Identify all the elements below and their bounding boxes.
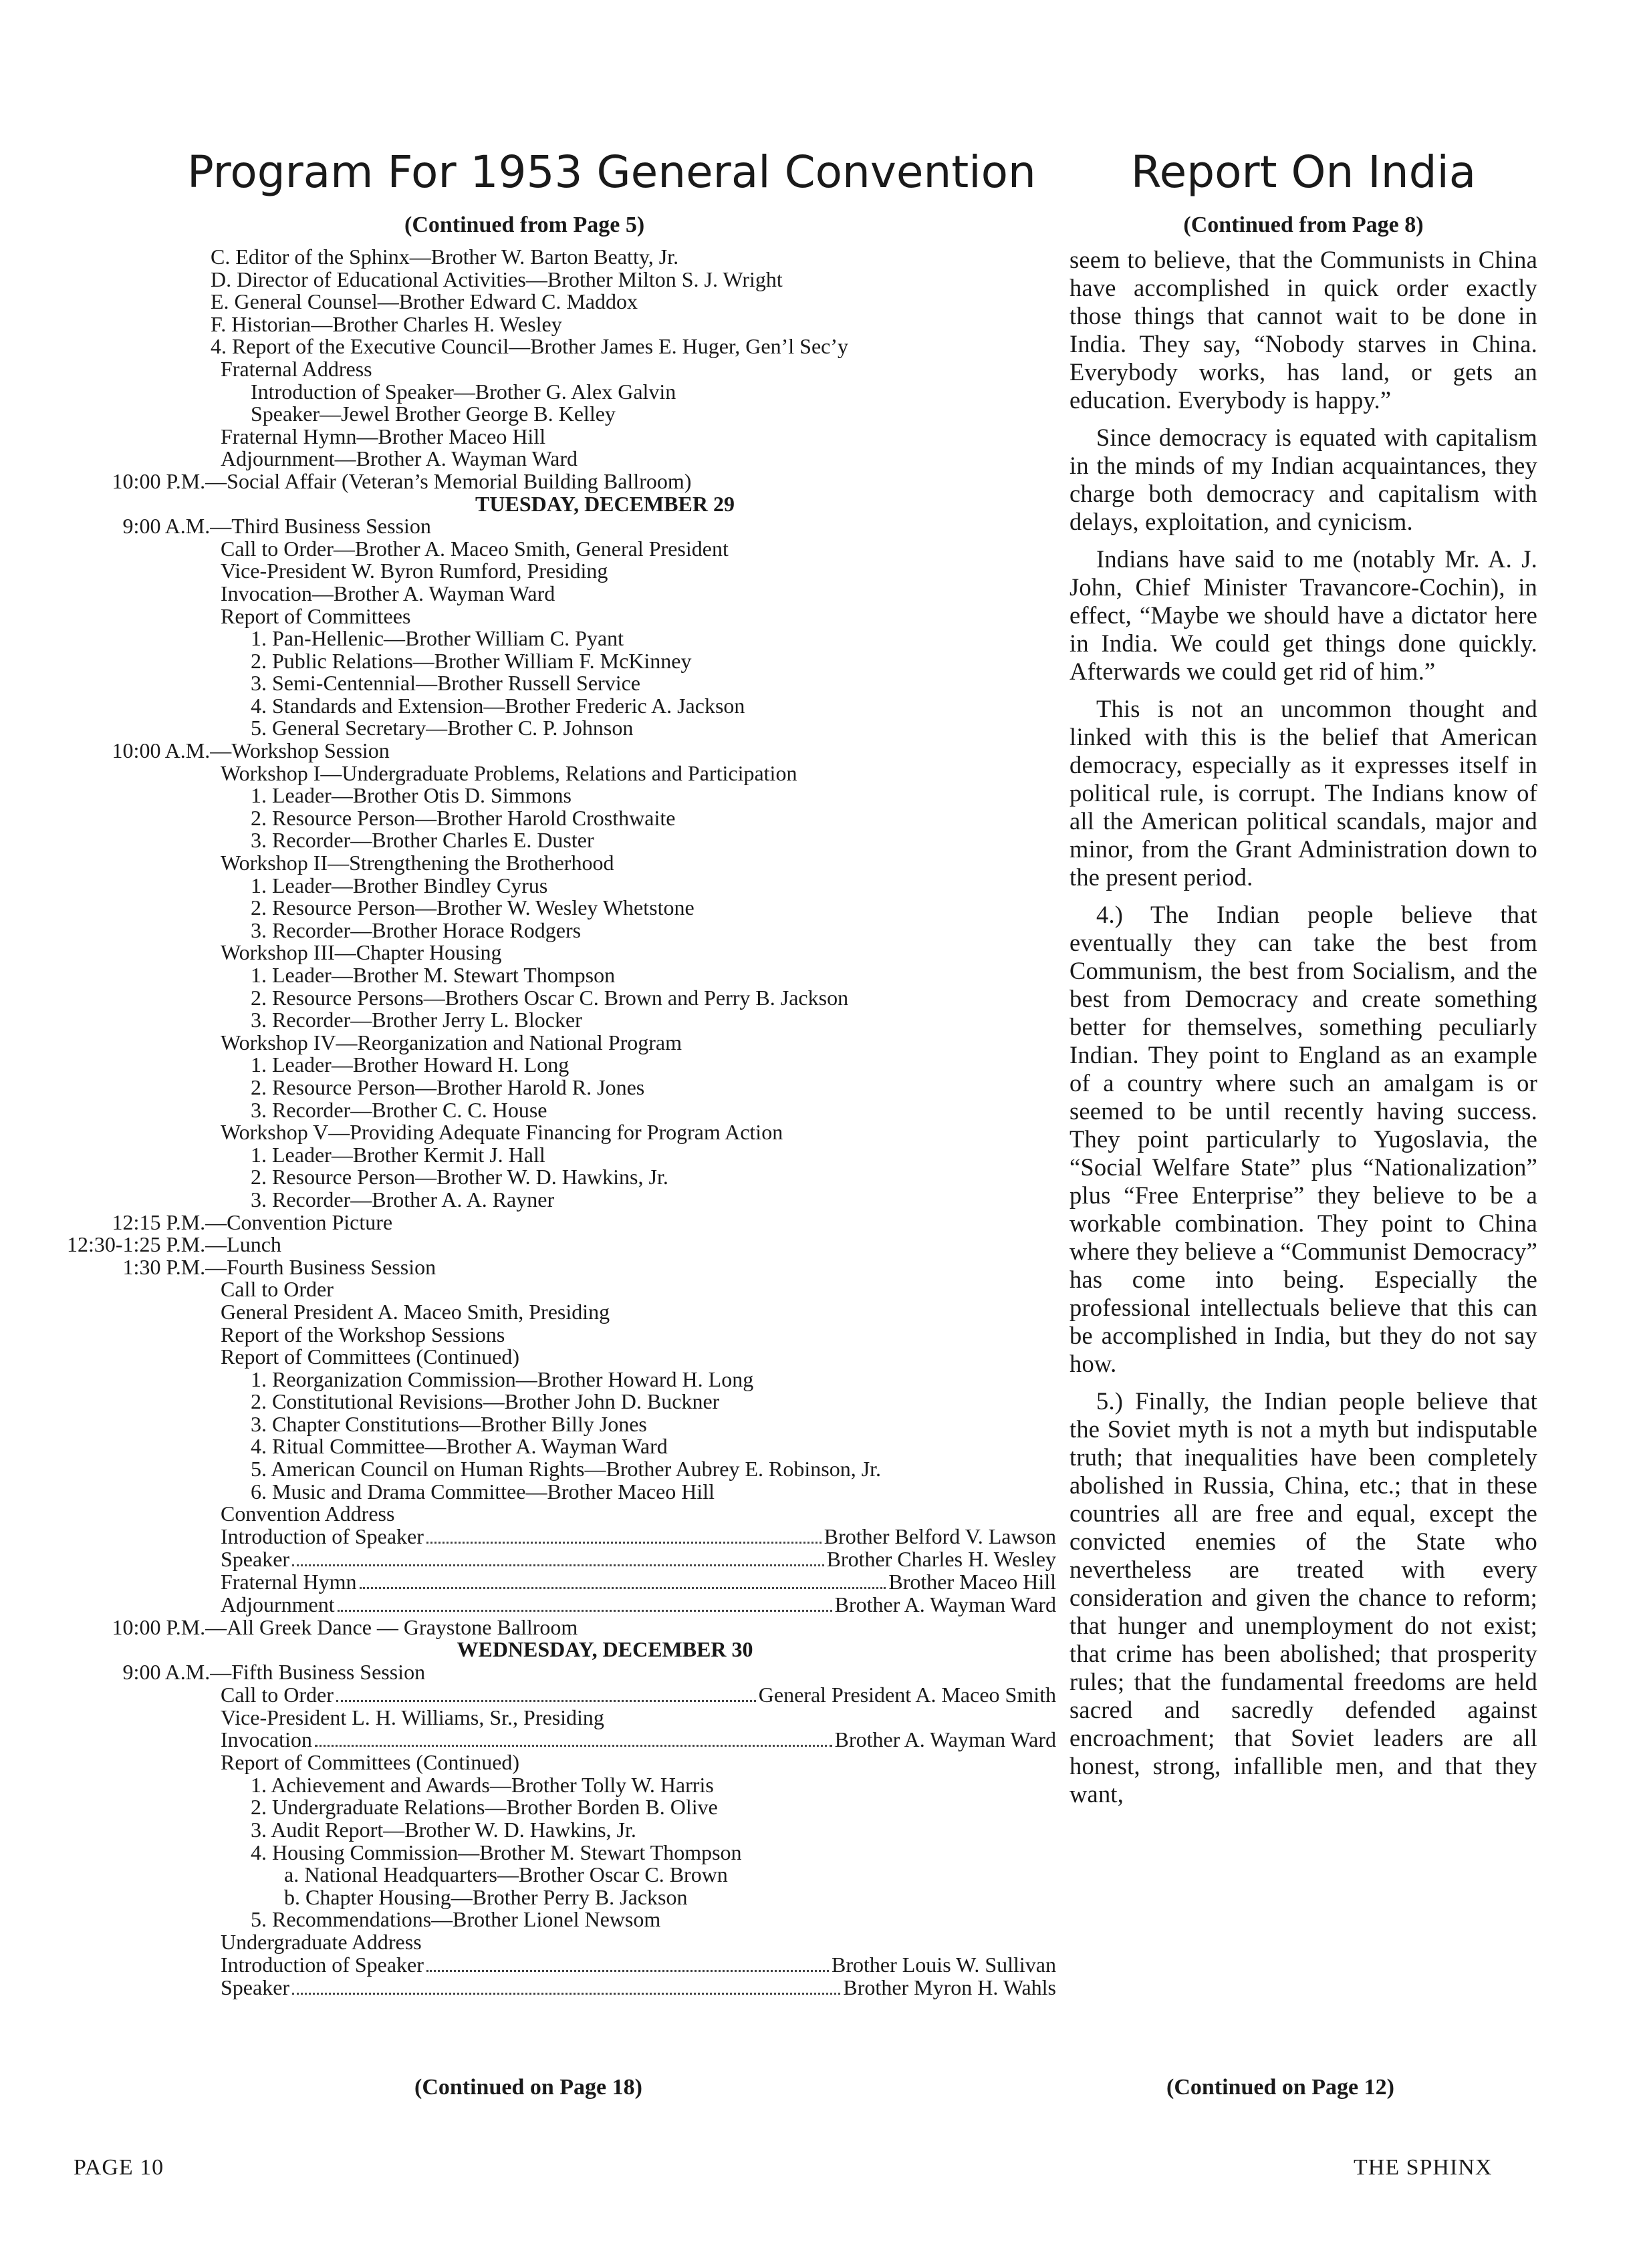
program-line: 2. Undergraduate Relations—Brother Borden B. Olive [251, 1795, 718, 1820]
program-continued-on: (Continued on Page 18) [414, 2075, 642, 2100]
program-line: 5. General Secretary—Brother C. P. Johnson [251, 716, 634, 740]
program-line: Workshop V—Providing Adequate Financing for Program Action [221, 1120, 783, 1145]
program-role: Introduction of Speaker [221, 1952, 424, 1977]
program-line: 3. Recorder—Brother C. C. House [251, 1097, 547, 1122]
program-line: Undergraduate Address [221, 1929, 422, 1954]
program-line: Workshop III—Chapter Housing [221, 940, 502, 965]
schedule-text: P.M.—Social Affair (Veteran’s Memorial Building Ballroom) [166, 468, 692, 493]
program-person: Brother Louis W. Sullivan [832, 1952, 1056, 1977]
program-line: 1. Achievement and Awards—Brother Tolly W. Harris [251, 1772, 714, 1797]
program-line: 1. Leader—Brother Bindley Cyrus [251, 873, 548, 897]
schedule-entry [67, 1234, 1056, 1256]
program-leader-row [67, 1684, 1056, 1707]
report-paragraph: This is not an uncommon thought and linked with this is the belief that American democracy, especially as it expresses itself in political rule, is corrupt. The Indians know of all the American political scandals, major and minor, from the Grant Administration down to the present period. [1069, 695, 1537, 891]
program-line: b. Chapter Housing—Brother Perry B. Jackson [284, 1884, 688, 1909]
program-role: Adjournment [221, 1592, 335, 1616]
program-line: 5. American Council on Human Rights—Brother Aubrey E. Robinson, Jr. [251, 1457, 882, 1481]
program-line: 4. Report of the Executive Council—Brother James E. Huger, Gen’l Sec’y [211, 334, 849, 359]
dot-leader [360, 1587, 886, 1589]
schedule-entry [67, 1661, 1056, 1684]
program-continued-from: (Continued from Page 5) [404, 212, 645, 237]
report-paragraph: seem to believe, that the Communists in China have accomplished in quick order exactly those things that cannot wait to be done in India. They say, “Nobody starves in China. Everybody works, has land, or gets an education. Everybody is happy.” [1069, 246, 1537, 414]
schedule-time: 9:00 [122, 1660, 161, 1685]
schedule-entry [67, 1212, 1056, 1234]
page-number: PAGE 10 [74, 2155, 164, 2180]
program-line: Vice-President W. Byron Rumford, Presiding [221, 559, 608, 583]
program-line: Report of Committees [221, 603, 411, 628]
program-leader-row [67, 1954, 1056, 1977]
report-paragraph: 4.) The Indian people believe that eventually they can take the best from Communism, the best from Socialism, and the best from Democracy and create something better for themselves, something peculiarly Indian. They point to England as an example of a country where such an amalgam is or seemed to be until recently having success. They point particularly to Yugoslavia, the “Social Welfare State” plus “Nationalization” plus “Free Enterprise” they believe to be a workable combination. They point to China where they believe a “Communist Democracy” has come into being. Especially the professional intellectuals believe that this can be accomplished in India, but they do not say how. [1069, 901, 1537, 1377]
schedule-time: 9:00 [122, 514, 161, 539]
schedule-entry [67, 740, 1056, 762]
program-line: 3. Recorder—Brother A. A. Rayner [251, 1187, 555, 1212]
program-line: 3. Semi-Centennial—Brother Russell Service [251, 671, 640, 696]
program-line: 3. Chapter Constitutions—Brother Billy Jones [251, 1411, 647, 1436]
dot-leader [426, 1970, 829, 1972]
program-line: 4. Housing Commission—Brother M. Stewart Thompson [251, 1840, 742, 1864]
program-line: Call to Order—Brother A. Maceo Smith, General President [221, 536, 729, 561]
program-line: 2. Resource Person—Brother W. Wesley Whetstone [251, 895, 695, 920]
program-line: 1. Leader—Brother Kermit J. Hall [251, 1142, 545, 1167]
program-person: General President A. Maceo Smith [758, 1682, 1056, 1707]
program-person: Brother Charles H. Wesley [826, 1546, 1056, 1571]
program-line: 3. Audit Report—Brother W. D. Hawkins, Jr. [251, 1818, 636, 1842]
dot-leader [336, 1700, 756, 1702]
schedule-text: A.M.—Fifth Business Session [164, 1660, 426, 1685]
program-line: Fraternal Address [221, 356, 372, 381]
program-line: Workshop II—Strengthening the Brotherhood [221, 851, 614, 875]
schedule-text: P.M.—Lunch [166, 1232, 281, 1257]
program-person: Brother A. Wayman Ward [834, 1592, 1056, 1616]
program-list [67, 246, 1056, 1999]
program-line: Convention Address [221, 1502, 395, 1526]
program-line: Adjournment—Brother A. Wayman Ward [221, 446, 578, 471]
program-line: 1. Pan-Hellenic—Brother William C. Pyant [251, 626, 624, 651]
program-line: 3. Recorder—Brother Jerry L. Blocker [251, 1008, 582, 1032]
program-line: 6. Music and Drama Committee—Brother Maceo Hill [251, 1479, 715, 1504]
program-line: 2. Resource Person—Brother W. D. Hawkins, Jr. [251, 1165, 668, 1189]
report-continued-from: (Continued from Page 8) [1183, 212, 1424, 237]
program-line: Fraternal Hymn—Brother Maceo Hill [221, 424, 546, 448]
program-line: 5. Recommendations—Brother Lionel Newsom [251, 1907, 661, 1932]
program-role: Invocation [221, 1727, 312, 1752]
schedule-text: P.M.—All Greek Dance — Graystone Ballroom [166, 1614, 578, 1639]
program-line: 2. Resource Person—Brother Harold Crosthwaite [251, 805, 676, 830]
program-leader-row [67, 1526, 1056, 1548]
program-line: 1. Leader—Brother M. Stewart Thompson [251, 963, 616, 987]
program-person: Brother Maceo Hill [888, 1569, 1056, 1594]
program-leader-row [67, 1571, 1056, 1594]
report-body [1069, 246, 1537, 1808]
program-person: Brother A. Wayman Ward [834, 1727, 1056, 1752]
dot-leader [338, 1610, 832, 1612]
program-line: Report of the Workshop Sessions [221, 1322, 505, 1346]
program-line: 1. Leader—Brother Otis D. Simmons [251, 783, 572, 808]
schedule-text: P.M.—Convention Picture [166, 1210, 393, 1234]
program-line: 4. Standards and Extension—Brother Frederic A. Jackson [251, 693, 745, 718]
program-line: a. National Headquarters—Brother Oscar C. Brown [284, 1862, 728, 1887]
day-heading: WEDNESDAY, DECEMBER 30 [457, 1637, 753, 1662]
program-line: 1. Leader—Brother Howard H. Long [251, 1052, 570, 1077]
schedule-time: 10:00 [112, 1614, 161, 1639]
dot-leader [292, 1993, 840, 1995]
program-title: Program For 1953 General Convention [187, 146, 1036, 198]
report-paragraph: Indians have said to me (notably Mr. A. J. John, Chief Minister Travancore-Cochin), in effect, “Maybe we should have a dictator here in India. We could get things done quickly. Afterwards we could get rid of him.” [1069, 545, 1537, 685]
program-line: Report of Committees (Continued) [221, 1750, 520, 1775]
schedule-entry [67, 1256, 1056, 1279]
day-heading: TUESDAY, DECEMBER 29 [475, 491, 735, 516]
program-line: Workshop IV—Reorganization and National Program [221, 1030, 682, 1054]
program-line: Introduction of Speaker—Brother G. Alex Galvin [251, 379, 676, 404]
program-column [67, 134, 1056, 1999]
program-leader-row [67, 1594, 1056, 1616]
schedule-time: 1:30 [122, 1254, 161, 1279]
program-line: 2. Resource Person—Brother Harold R. Jones [251, 1075, 645, 1099]
program-line: 2. Public Relations—Brother William F. McKinney [251, 648, 692, 673]
program-line: 2. Constitutional Revisions—Brother John D. Buckner [251, 1389, 720, 1414]
program-role: Speaker [221, 1975, 290, 1999]
program-role: Introduction of Speaker [221, 1524, 424, 1548]
program-line: 3. Recorder—Brother Horace Rodgers [251, 917, 582, 942]
dot-leader [292, 1564, 824, 1566]
report-continued-on: (Continued on Page 12) [1166, 2075, 1394, 2100]
schedule-text: A.M.—Workshop Session [164, 738, 390, 763]
report-paragraph: Since democracy is equated with capitalism in the minds of my Indian acquaintances, they charge both democracy and capitalism with delays, exploitation, and cynicism. [1069, 424, 1537, 535]
schedule-entry [67, 1616, 1056, 1639]
program-line: F. Historian—Brother Charles H. Wesley [211, 311, 562, 336]
schedule-time: 10:00 [112, 468, 161, 493]
program-line: 3. Recorder—Brother Charles E. Duster [251, 828, 594, 853]
program-role: Speaker [221, 1546, 290, 1571]
program-line: General President A. Maceo Smith, Presiding [221, 1299, 610, 1324]
dot-leader [426, 1542, 822, 1544]
report-title: Report On India [1130, 146, 1477, 198]
program-line: Workshop I—Undergraduate Problems, Relations and Participation [221, 760, 797, 785]
report-column [1069, 134, 1537, 1818]
program-person: Brother Belford V. Lawson [824, 1524, 1056, 1548]
schedule-text: P.M.—Fourth Business Session [166, 1254, 436, 1279]
program-line: E. General Counsel—Brother Edward C. Maddox [211, 289, 638, 314]
program-leader-row [67, 1548, 1056, 1571]
program-person: Brother Myron H. Wahls [843, 1975, 1056, 1999]
schedule-text: A.M.—Third Business Session [164, 514, 431, 539]
program-role: Fraternal Hymn [221, 1569, 357, 1594]
program-leader-row [67, 1729, 1056, 1751]
schedule-time: 10:00 [112, 738, 161, 763]
schedule-entry [67, 515, 1056, 538]
program-role: Call to Order [221, 1682, 334, 1707]
dot-leader [315, 1745, 832, 1747]
program-line: 1. Reorganization Commission—Brother Howard H. Long [251, 1367, 754, 1391]
program-line: Vice-President L. H. Williams, Sr., Presiding [221, 1705, 604, 1729]
report-paragraph: 5.) Finally, the Indian people believe that the Soviet myth is not a myth but indisputable truth; that inequalities have been completely abolished in Russia, China, etc.; that in these countries all are free and equal, except the convicted enemies of the State who nevertheless are treated with every consideration and given the chance to reform; that hunger and unemployment do not exist; that crime has been abolished; that prosperity rules; that the fundamental freedoms are held sacred and sacredly defended against encroachment; that Soviet leaders are all honest, strong, infallible men, and that they want, [1069, 1387, 1537, 1808]
program-leader-row [67, 1977, 1056, 1999]
schedule-time: 12:15 [112, 1210, 161, 1234]
program-line: Call to Order [221, 1277, 334, 1302]
schedule-time: 12:30-1:25 [67, 1232, 161, 1257]
program-line: C. Editor of the Sphinx—Brother W. Barton Beatty, Jr. [211, 245, 679, 269]
program-line: D. Director of Educational Activities—Brother Milton S. J. Wright [211, 267, 783, 291]
magazine-name: THE SPHINX [1354, 2155, 1493, 2180]
program-line: 4. Ritual Committee—Brother A. Wayman Ward [251, 1434, 668, 1459]
program-line: 2. Resource Persons—Brothers Oscar C. Brown and Perry B. Jackson [251, 985, 849, 1010]
program-line: Invocation—Brother A. Wayman Ward [221, 581, 555, 605]
program-line: Speaker—Jewel Brother George B. Kelley [251, 402, 616, 426]
program-line: Report of Committees (Continued) [221, 1344, 520, 1369]
schedule-entry [67, 470, 1056, 493]
